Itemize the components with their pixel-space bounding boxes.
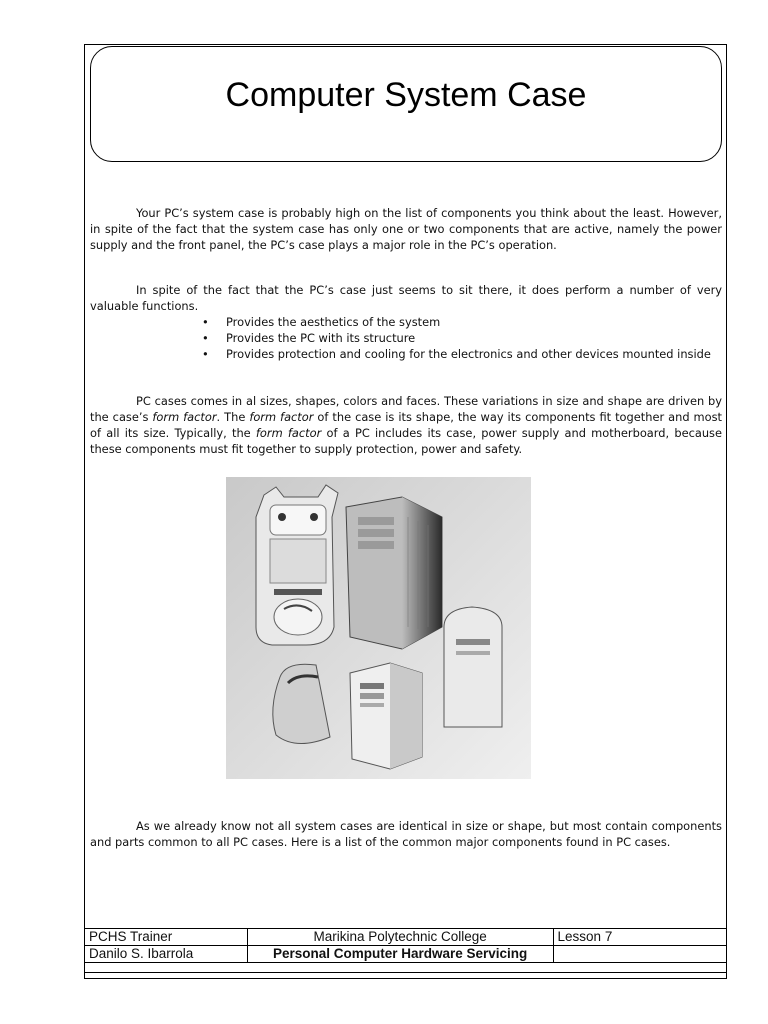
ff-term: form factor: [249, 410, 314, 424]
ff-text-3: of the case is its shape, the way its components fit together and most of all its size. Typically, the: [90, 410, 722, 440]
table-row: [85, 929, 727, 946]
page-title: Computer System Case: [225, 76, 587, 114]
list-item-text: Provides the PC with its structure: [226, 331, 416, 345]
ff-term: form factor: [152, 410, 217, 424]
paragraph-intro-text: Your PC’s system case is probably high on the list of components you think about the least. However, in spite of the fact that the system case has only one or two components that are active, namely the power supply and the front panel, the PC’s case plays a major role in the PC’s operation.: [90, 206, 722, 252]
paragraph-components-text: As we already know not all system cases are identical in size or shape, but most contain components and parts common to all PC cases. Here is a list of the common major components found in PC cases.: [90, 819, 722, 849]
paragraph-form-factor: [90, 393, 722, 457]
bullet-icon: •: [202, 331, 209, 345]
ff-text-4: of a PC includes its case, power supply and motherboard, because these components must fit together to supply protection, power and safety.: [90, 426, 722, 456]
table-row: [85, 946, 727, 963]
list-item: [200, 314, 724, 330]
footer-course: Personal Computer Hardware Servicing: [247, 946, 553, 963]
ff-text-1: PC cases comes in al sizes, shapes, colors and faces. These variations in size and shape are driven by the case’s: [90, 394, 722, 424]
paragraph-functions-text: In spite of the fact that the PC’s case just seems to sit there, it does perform a number of very valuable functions.: [90, 283, 722, 313]
list-item: [200, 330, 724, 346]
bullet-icon: •: [202, 347, 209, 361]
footer-trainer-label: PCHS Trainer: [85, 929, 248, 946]
footer-table: [84, 928, 727, 973]
paragraph-intro: [90, 205, 722, 253]
list-item-text: Provides the aesthetics of the system: [226, 315, 441, 329]
paragraph-functions: [90, 282, 722, 314]
footer-trainer-name: Danilo S. Ibarrola: [85, 946, 248, 963]
footer-spacer-cell: [85, 963, 727, 973]
footer-lesson: Lesson 7: [553, 929, 726, 946]
paragraph-components: [90, 818, 722, 850]
cartoon-case-image: [256, 485, 338, 645]
list-item-text: Provides protection and cooling for the electronics and other devices mounted inside: [226, 347, 711, 361]
list-item: [200, 346, 724, 362]
ff-text-2: . The: [216, 410, 250, 424]
ff-term: form factor: [255, 426, 322, 440]
rounded-case-image: [444, 607, 502, 727]
footer-college: Marikina Polytechnic College: [247, 929, 553, 946]
dark-tower-image: [346, 497, 442, 649]
small-tower-image: [350, 663, 422, 769]
functions-list: [200, 314, 724, 362]
pc-cases-photo: [226, 477, 531, 779]
table-row: [85, 963, 727, 973]
footer-empty-cell: [553, 946, 726, 963]
bullet-icon: •: [202, 315, 209, 329]
